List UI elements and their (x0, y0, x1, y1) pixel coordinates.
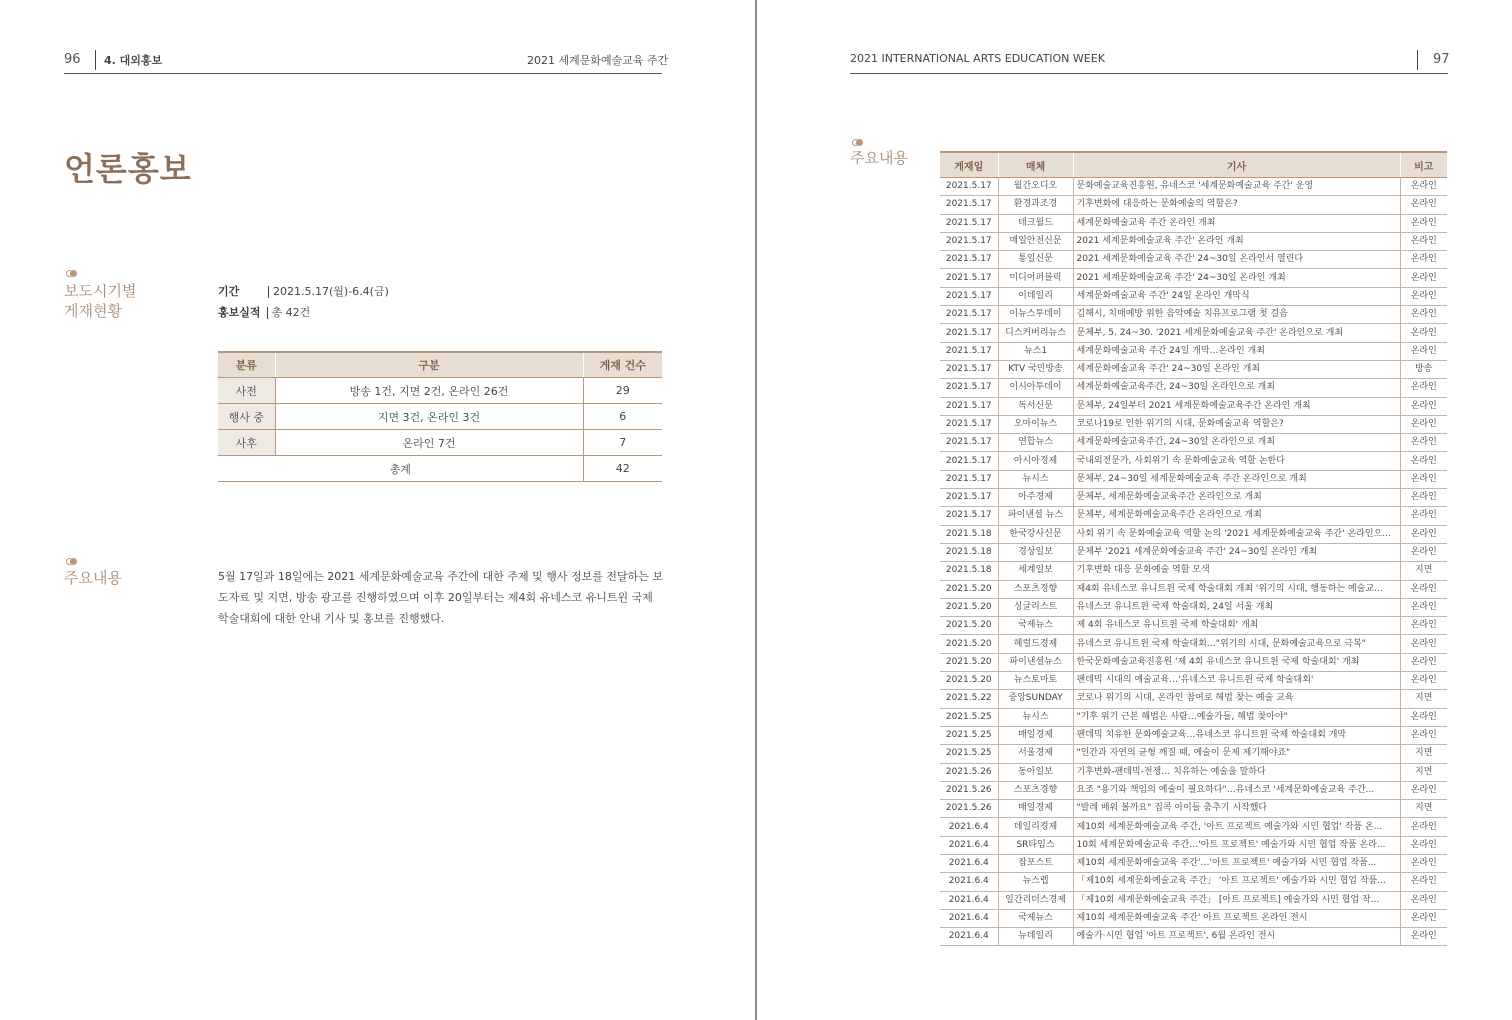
summary-table (218, 351, 662, 482)
cell-date: 2021.5.17 (940, 251, 998, 269)
cell-date: 2021.5.17 (940, 434, 998, 452)
cell-date: 2021.6.4 (940, 873, 998, 891)
cell-article: 기후변화에 대응하는 문화예술의 역할은? (1073, 196, 1400, 214)
period-label: 기간 (218, 285, 240, 298)
left-header-divider (95, 50, 96, 70)
cell-article: 문체부, 24일부터 2021 세계문화예술교육주간 온라인 개최 (1073, 397, 1400, 415)
cell-date: 2021.5.25 (940, 708, 998, 726)
summary-row (218, 404, 662, 430)
table-row (940, 653, 1447, 671)
cell-date: 2021.5.17 (940, 269, 998, 287)
table-row (940, 818, 1447, 836)
table-row (940, 909, 1447, 927)
cell-media: 스포츠경향 (998, 580, 1073, 598)
table-row (940, 562, 1447, 580)
table-row (940, 306, 1447, 324)
cell-article: 제10회 세계문화예술교육 주간, '아트 프로젝트 예술가와 시민 협업' 작품 온... (1073, 818, 1400, 836)
summary-cell: 방송 1건, 지면 2건, 온라인 26건 (275, 378, 583, 404)
cell-article: 요조 "용기와 책임의 예술이 필요하다"…유네스코 '세계문화예술교육 주간... (1073, 781, 1400, 799)
cell-date: 2021.5.26 (940, 763, 998, 781)
period-value: 2021.5.17(월)-6.4(금) (273, 285, 389, 298)
cell-media: 일간리더스경제 (998, 891, 1073, 909)
cell-media: 테크월드 (998, 214, 1073, 232)
cell-date: 2021.5.17 (940, 196, 998, 214)
cell-media: 통일신문 (998, 251, 1073, 269)
cell-article: 「제10회 세계문화예술교육 주간」 [아트 프로젝트] 예술가와 시민 협업 작... (1073, 891, 1400, 909)
cell-media: 아주경제 (998, 489, 1073, 507)
summary-header: 구분 (275, 352, 583, 378)
cell-note: 온라인 (1400, 891, 1447, 909)
cell-date: 2021.5.17 (940, 415, 998, 433)
cell-article: "기후 위기 근본 해법은 사람…예술가들, 해법 찾아야" (1073, 708, 1400, 726)
cell-article: 세계문화예술교육 주간' 24~30일 온라인 개최 (1073, 360, 1400, 378)
cell-date: 2021.5.20 (940, 617, 998, 635)
cell-article: 문체부, 5. 24~30. '2021 세계문화예술교육 주간' 온라인으로 개최 (1073, 324, 1400, 342)
cell-media: 중앙SUNDAY (998, 690, 1073, 708)
cell-article: 김해시, 치매예방 위한 음악예술 치유프로그램 첫 걸음 (1073, 306, 1400, 324)
cell-article: 제10회 세계문화예술교육 주간' 아트 프로젝트 온라인 전시 (1073, 909, 1400, 927)
cell-article: "인간과 자연의 균형 깨질 때, 예술이 문제 제기해야죠" (1073, 745, 1400, 763)
cell-article: 세계문화예술교육주간, 24~30일 온라인으로 개최 (1073, 434, 1400, 452)
left-header-rule (64, 73, 662, 74)
cell-media: 매일경제 (998, 800, 1073, 818)
table-row (940, 489, 1447, 507)
cell-media: 데일리경제 (998, 818, 1073, 836)
cell-note: 온라인 (1400, 397, 1447, 415)
cell-note: 온라인 (1400, 196, 1447, 214)
cell-media: 파이낸셜 뉴스 (998, 507, 1073, 525)
table-header-media: 매체 (998, 152, 1073, 178)
cell-media: SR타임스 (998, 836, 1073, 854)
table-row (940, 525, 1447, 543)
cell-date: 2021.5.17 (940, 287, 998, 305)
right-header-rule (850, 73, 1448, 74)
cell-article: 제10회 세계문화예술교육 주간'…'아트 프로젝트' 예술가와 시민 협업 작품... (1073, 854, 1400, 872)
page-spine (755, 0, 757, 1020)
cell-article: 세계문화예술교육주간, 24~30일 온라인으로 개최 (1073, 379, 1400, 397)
left-page-number: 96 (64, 52, 81, 67)
cell-note: 온라인 (1400, 379, 1447, 397)
cell-date: 2021.5.20 (940, 635, 998, 653)
cell-article: 문체부, 세계문화예술교육주간 온라인으로 개최 (1073, 507, 1400, 525)
table-row (940, 360, 1447, 378)
summary-cell: 행사 중 (218, 404, 275, 430)
summary-row (218, 430, 662, 456)
cell-article: 2021 세계문화예술교육 주간' 24~30일 온라인서 열린다 (1073, 251, 1400, 269)
cell-date: 2021.6.4 (940, 909, 998, 927)
cell-media: 싱글리스트 (998, 598, 1073, 616)
cell-media: 헤럴드경제 (998, 635, 1073, 653)
table-row (940, 214, 1447, 232)
cell-media: 오마이뉴스 (998, 415, 1073, 433)
cell-date: 2021.5.25 (940, 726, 998, 744)
table-row (940, 781, 1447, 799)
table-row (940, 617, 1447, 635)
cell-media: 뉴스1 (998, 342, 1073, 360)
cell-article: 문화예술교육진흥원, 유네스코 '세계문화예술교육 주간' 운영 (1073, 178, 1400, 196)
cell-media: 잡포스트 (998, 854, 1073, 872)
table-row (940, 726, 1447, 744)
cell-date: 2021.5.17 (940, 324, 998, 342)
summary-cell: 7 (583, 430, 662, 456)
table-row (940, 196, 1447, 214)
cell-date: 2021.5.17 (940, 214, 998, 232)
cell-date: 2021.6.4 (940, 891, 998, 909)
cell-date: 2021.5.17 (940, 470, 998, 488)
cell-article: 문체부, 세계문화예술교육주간 온라인으로 개최 (1073, 489, 1400, 507)
cell-date: 2021.5.17 (940, 232, 998, 250)
cell-note: 온라인 (1400, 580, 1447, 598)
cell-date: 2021.5.26 (940, 800, 998, 818)
cell-note: 온라인 (1400, 726, 1447, 744)
table-row (940, 672, 1447, 690)
cell-note: 온라인 (1400, 452, 1447, 470)
cell-note: 온라인 (1400, 836, 1447, 854)
summary-cell: 지면 3건, 온라인 3건 (275, 404, 583, 430)
cell-article: 유네스코 유니트윈 국제 학술대회, 24일 서울 개최 (1073, 598, 1400, 616)
cell-media: 환경과조경 (998, 196, 1073, 214)
section-bullet-icon (66, 558, 78, 565)
section-label-right: 주요내용 (850, 149, 908, 167)
cell-note: 온라인 (1400, 854, 1447, 872)
cell-note: 온라인 (1400, 287, 1447, 305)
cell-media: 미디어퍼블릭 (998, 269, 1073, 287)
table-row (940, 269, 1447, 287)
cell-note: 온라인 (1400, 781, 1447, 799)
summary-total-value: 42 (583, 456, 662, 482)
table-row (940, 470, 1447, 488)
cell-note: 온라인 (1400, 214, 1447, 232)
cell-date: 2021.5.17 (940, 489, 998, 507)
cell-article: 2021 세계문화예술교육 주간' 온라인 개최 (1073, 232, 1400, 250)
cell-article: 제 4회 유네스코 유니트윈 국제 학술대회' 개최 (1073, 617, 1400, 635)
cell-media: 아시아경제 (998, 452, 1073, 470)
cell-media: 경상일보 (998, 543, 1073, 561)
cell-date: 2021.5.17 (940, 452, 998, 470)
cell-article: 코로나19로 인한 위기의 시대, 문화예술교육 역할은? (1073, 415, 1400, 433)
cell-note: 온라인 (1400, 672, 1447, 690)
right-header-title: 2021 INTERNATIONAL ARTS EDUCATION WEEK (850, 52, 1105, 65)
cell-media: 이뉴스투데이 (998, 306, 1073, 324)
cell-note: 지면 (1400, 800, 1447, 818)
cell-media: 뉴데일리 (998, 928, 1073, 946)
table-row (940, 452, 1447, 470)
cell-media: 월간오디오 (998, 178, 1073, 196)
section-label-line2: 게재현황 (64, 302, 122, 320)
cell-note: 온라인 (1400, 178, 1447, 196)
results-row (218, 304, 310, 320)
cell-article: 유네스코 유니트윈 국제 학술대회…"위기의 시대, 문화예술교육으로 극복" (1073, 635, 1400, 653)
cell-date: 2021.5.25 (940, 745, 998, 763)
cell-article: 팬데믹 시대의 예술교육…'유네스코 유니트윈 국제 학술대회' (1073, 672, 1400, 690)
cell-media: 동아일보 (998, 763, 1073, 781)
right-page-number: 97 (1433, 52, 1450, 67)
cell-note: 온라인 (1400, 507, 1447, 525)
cell-note: 온라인 (1400, 489, 1447, 507)
cell-note: 온라인 (1400, 324, 1447, 342)
cell-date: 2021.5.17 (940, 306, 998, 324)
table-header-note: 비고 (1400, 152, 1447, 178)
cell-note: 온라인 (1400, 708, 1447, 726)
cell-date: 2021.5.20 (940, 598, 998, 616)
cell-article: 사회 위기 속 문화예술교육 역할 논의 '2021 세계문화예술교육 주간' 온라인으... (1073, 525, 1400, 543)
table-row (940, 287, 1447, 305)
table-row (940, 690, 1447, 708)
results-label: 홍보실적 (218, 306, 261, 319)
cell-note: 온라인 (1400, 635, 1447, 653)
table-row (940, 635, 1447, 653)
cell-article: "발레 배워 볼까요" 집콕 아이들 춤추기 시작했다 (1073, 800, 1400, 818)
cell-note: 온라인 (1400, 818, 1447, 836)
right-header-divider (1417, 50, 1418, 70)
cell-article: 기후변화 대응 문화예술 역할 모색 (1073, 562, 1400, 580)
cell-date: 2021.5.26 (940, 781, 998, 799)
cell-date: 2021.5.18 (940, 562, 998, 580)
cell-article: 국내외전문가, 사회위기 속 문화예술교육 역할 논한다 (1073, 452, 1400, 470)
summary-total-row (218, 456, 662, 482)
press-coverage-table (940, 151, 1447, 946)
cell-media: 한국강사신문 (998, 525, 1073, 543)
cell-article: 문체부, 24~30일 세계문화예술교육 주간 온라인으로 개최 (1073, 470, 1400, 488)
cell-media: 파이낸셜뉴스 (998, 653, 1073, 671)
cell-article: 예술가·시민 협업 '아트 프로젝트', 6월 온라인 전시 (1073, 928, 1400, 946)
cell-note: 온라인 (1400, 617, 1447, 635)
section-label-main-content: 주요내용 (64, 569, 122, 587)
section-bullet-icon (66, 270, 78, 277)
cell-note: 온라인 (1400, 232, 1447, 250)
cell-media: 뉴스토마토 (998, 672, 1073, 690)
table-header-date: 게재일 (940, 152, 998, 178)
cell-date: 2021.5.17 (940, 397, 998, 415)
cell-article: 「제10회 세계문화예술교육 주간」 '아트 프로젝트' 예술가와 시민 협업 작품... (1073, 873, 1400, 891)
summary-cell: 6 (583, 404, 662, 430)
cell-article: 10회 세계문화예술교육 주간…'아트 프로젝트' 예술가와 시민 협업 작품 온라... (1073, 836, 1400, 854)
section-bullet-icon (852, 139, 864, 146)
main-content-paragraph: 5월 17일과 18일에는 2021 세계문화예술교육 주간에 대한 주제 및 행사 정보를 전달하는 보도자료 및 지면, 방송 광고를 진행하였으며 이후 20일부터는 제4회 유네스코 유니트윈 국제 학술대회에 대한 안내 기사 및 홍보를 진행했다. (218, 570, 663, 625)
cell-media: 서울경제 (998, 745, 1073, 763)
table-row (940, 854, 1447, 872)
cell-media: 디스커버리뉴스 (998, 324, 1073, 342)
table-row (940, 598, 1447, 616)
table-row (940, 232, 1447, 250)
table-row (940, 928, 1447, 946)
cell-media: 매일경제 (998, 726, 1073, 744)
table-row (940, 745, 1447, 763)
cell-note: 온라인 (1400, 909, 1447, 927)
results-value: 총 42건 (271, 306, 311, 319)
cell-note: 온라인 (1400, 653, 1447, 671)
table-row (940, 397, 1447, 415)
table-row (940, 342, 1447, 360)
table-header-article: 기사 (1073, 152, 1400, 178)
cell-media: 뉴시스 (998, 470, 1073, 488)
cell-date: 2021.5.17 (940, 507, 998, 525)
cell-article: 제4회 유네스코 유니트윈 국제 학술대회 개최 '위기의 시대, 행동하는 예술교... (1073, 580, 1400, 598)
press-coverage-body (940, 178, 1447, 946)
table-row (940, 873, 1447, 891)
cell-article: 세계문화예술교육 주간 온라인 개최 (1073, 214, 1400, 232)
cell-article: 코로나 위기의 시대, 온라인 참여로 해법 찾는 예술 교육 (1073, 690, 1400, 708)
cell-note: 온라인 (1400, 470, 1447, 488)
cell-article: 문체부 '2021 세계문화예술교육 주간' 24~30일 온라인 개최 (1073, 543, 1400, 561)
cell-note: 온라인 (1400, 928, 1447, 946)
cell-date: 2021.5.17 (940, 379, 998, 397)
cell-date: 2021.5.18 (940, 525, 998, 543)
table-row (940, 415, 1447, 433)
cell-media: 국제뉴스 (998, 909, 1073, 927)
cell-media: 매일안전신문 (998, 232, 1073, 250)
cell-media: 스포츠경향 (998, 781, 1073, 799)
cell-article: 팬데믹 치유한 문화예술교육…유네스코 유니트윈 국제 학술대회 개막 (1073, 726, 1400, 744)
cell-note: 온라인 (1400, 598, 1447, 616)
cell-note: 온라인 (1400, 251, 1447, 269)
table-row (940, 836, 1447, 854)
table-row (940, 379, 1447, 397)
cell-note: 온라인 (1400, 434, 1447, 452)
cell-article: 세계문화예술교육 주간 24일 개막…온라인 개최 (1073, 342, 1400, 360)
summary-header: 게재 건수 (583, 352, 662, 378)
cell-article: 한국문화예술교육진흥원 '제 4회 유네스코 유니트윈 국제 학술대회' 개최 (1073, 653, 1400, 671)
period-row (218, 283, 389, 299)
page-title: 언론홍보 (64, 150, 192, 188)
cell-date: 2021.5.17 (940, 360, 998, 378)
cell-media: 뉴시스 (998, 708, 1073, 726)
cell-date: 2021.5.20 (940, 672, 998, 690)
left-header-title: 2021 세계문화예술교육 주간 (527, 54, 669, 67)
cell-note: 지면 (1400, 690, 1447, 708)
section-label-line1: 보도시기별 (64, 282, 137, 300)
cell-note: 온라인 (1400, 306, 1447, 324)
cell-media: 연합뉴스 (998, 434, 1073, 452)
table-row (940, 763, 1447, 781)
table-row (940, 543, 1447, 561)
cell-date: 2021.6.4 (940, 836, 998, 854)
summary-row (218, 378, 662, 404)
cell-media: 국제뉴스 (998, 617, 1073, 635)
summary-cell: 온라인 7건 (275, 430, 583, 456)
cell-note: 온라인 (1400, 543, 1447, 561)
summary-header: 분류 (218, 352, 275, 378)
cell-date: 2021.6.4 (940, 818, 998, 836)
cell-date: 2021.5.20 (940, 653, 998, 671)
cell-article: 기후변화-팬데믹-전쟁… 치유하는 예술을 말하다 (1073, 763, 1400, 781)
cell-date: 2021.5.18 (940, 543, 998, 561)
cell-note: 지면 (1400, 763, 1447, 781)
table-row (940, 251, 1447, 269)
cell-media: 이데일리 (998, 287, 1073, 305)
cell-media: 이시아투데이 (998, 379, 1073, 397)
cell-note: 온라인 (1400, 525, 1447, 543)
cell-date: 2021.6.4 (940, 854, 998, 872)
cell-note: 온라인 (1400, 342, 1447, 360)
table-row (940, 891, 1447, 909)
summary-cell: 29 (583, 378, 662, 404)
cell-note: 방송 (1400, 360, 1447, 378)
chapter-label: 4. 대외홍보 (104, 54, 163, 67)
table-row (940, 434, 1447, 452)
cell-media: 세계일보 (998, 562, 1073, 580)
cell-media: KTV 국민방송 (998, 360, 1073, 378)
cell-note: 온라인 (1400, 873, 1447, 891)
cell-date: 2021.5.17 (940, 342, 998, 360)
summary-cell: 사전 (218, 378, 275, 404)
cell-date: 2021.5.17 (940, 178, 998, 196)
table-row (940, 178, 1447, 196)
table-row (940, 800, 1447, 818)
cell-note: 지면 (1400, 745, 1447, 763)
cell-date: 2021.5.22 (940, 690, 998, 708)
cell-date: 2021.5.20 (940, 580, 998, 598)
cell-article: 세계문화예술교육 주간' 24일 온라인 개막식 (1073, 287, 1400, 305)
summary-total-label: 총계 (218, 456, 583, 482)
table-row (940, 324, 1447, 342)
cell-note: 온라인 (1400, 415, 1447, 433)
cell-date: 2021.6.4 (940, 928, 998, 946)
cell-note: 온라인 (1400, 269, 1447, 287)
section-label-press-status (64, 281, 136, 321)
table-row (940, 507, 1447, 525)
table-row (940, 708, 1447, 726)
cell-note: 지면 (1400, 562, 1447, 580)
table-row (940, 580, 1447, 598)
cell-media: 독서신문 (998, 397, 1073, 415)
summary-cell: 사후 (218, 430, 275, 456)
cell-media: 뉴스렙 (998, 873, 1073, 891)
cell-article: 2021 세계문화예술교육 주간' 24~30일 온라인 개최 (1073, 269, 1400, 287)
